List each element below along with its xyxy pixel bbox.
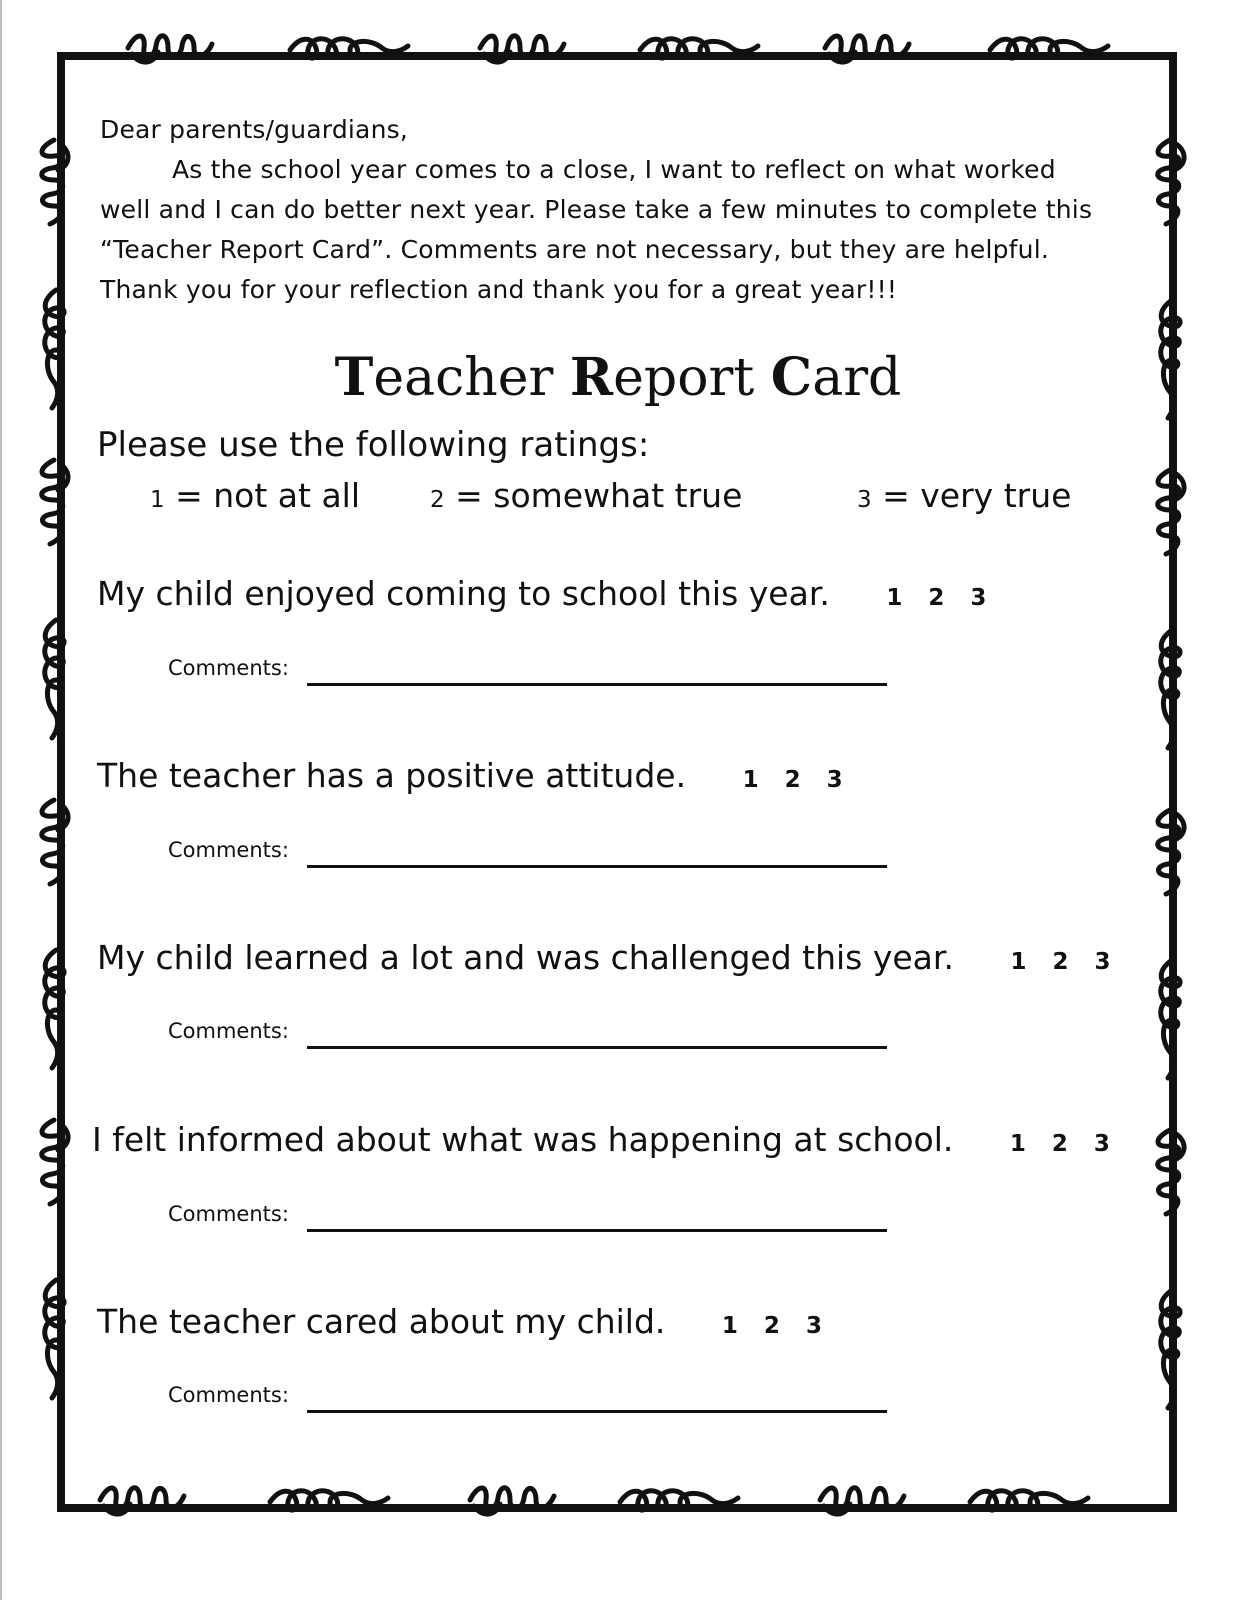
question-text: My child enjoyed coming to school this year. [97,574,830,613]
scale-item-2: 2 = somewhat true [430,476,743,515]
comment-row-1 [168,650,888,686]
question-text: I felt informed about what was happening at school. [92,1120,954,1159]
comment-line[interactable] [307,865,887,868]
letter-body: As the school year comes to a close, I want to reflect on what worked well and I can do better next year. Please take a few minutes to complete this “Teacher Report Card”. Comments are not necessary, but they are helpful. Thank you for your reflection and thank you for a great year!!! [100,155,1093,304]
scale-item-1: 1 = not at all [150,476,361,515]
comment-row-3 [168,1013,888,1049]
comment-line[interactable] [307,1229,887,1232]
rating-option-2[interactable]: 2 [1051,1131,1068,1157]
rating-option-2[interactable]: 2 [1052,949,1069,975]
comment-label: Comments: [168,1383,289,1407]
comment-label: Comments: [168,838,289,862]
rating-option-1[interactable]: 1 [1009,1131,1026,1157]
rating-options [1010,940,1136,984]
question-3 [97,936,1136,984]
page-edge [0,0,2,1600]
rating-option-3[interactable]: 3 [805,1313,822,1339]
comment-line[interactable] [307,1046,887,1049]
rating-options [1010,1122,1136,1166]
scale-item-3: 3 = very true [857,476,1072,515]
question-4 [92,1118,1136,1166]
letter-greeting: Dear parents/guardians, [100,115,408,144]
question-text: The teacher cared about my child. [97,1302,666,1341]
comment-label: Comments: [168,656,289,680]
rating-options [722,1304,848,1348]
rating-option-2[interactable]: 2 [784,767,801,793]
comment-row-5 [168,1377,888,1413]
comment-line[interactable] [307,683,887,686]
comment-row-2 [168,832,888,868]
rating-option-3[interactable]: 3 [826,767,843,793]
rating-options [743,758,869,802]
comment-label: Comments: [168,1019,289,1043]
rating-option-2[interactable]: 2 [763,1313,780,1339]
rating-option-2[interactable]: 2 [928,585,945,611]
rating-option-1[interactable]: 1 [886,585,903,611]
question-1 [97,572,1012,620]
rating-options [886,576,1012,620]
rating-option-3[interactable]: 3 [1094,949,1111,975]
rating-option-3[interactable]: 3 [970,585,987,611]
rating-option-1[interactable]: 1 [742,767,759,793]
page-title: Teacher Report Card [334,347,902,408]
comment-row-4 [168,1196,888,1232]
comment-line[interactable] [307,1410,887,1413]
question-text: The teacher has a positive attitude. [97,756,687,795]
question-text: My child learned a lot and was challenged this year. [97,938,954,977]
rating-option-3[interactable]: 3 [1093,1131,1110,1157]
question-2 [97,754,869,802]
ratings-intro: Please use the following ratings: [97,425,650,465]
question-5 [97,1300,848,1348]
comment-label: Comments: [168,1202,289,1226]
parent-letter [100,110,1110,310]
rating-option-1[interactable]: 1 [721,1313,738,1339]
rating-option-1[interactable]: 1 [1010,949,1027,975]
